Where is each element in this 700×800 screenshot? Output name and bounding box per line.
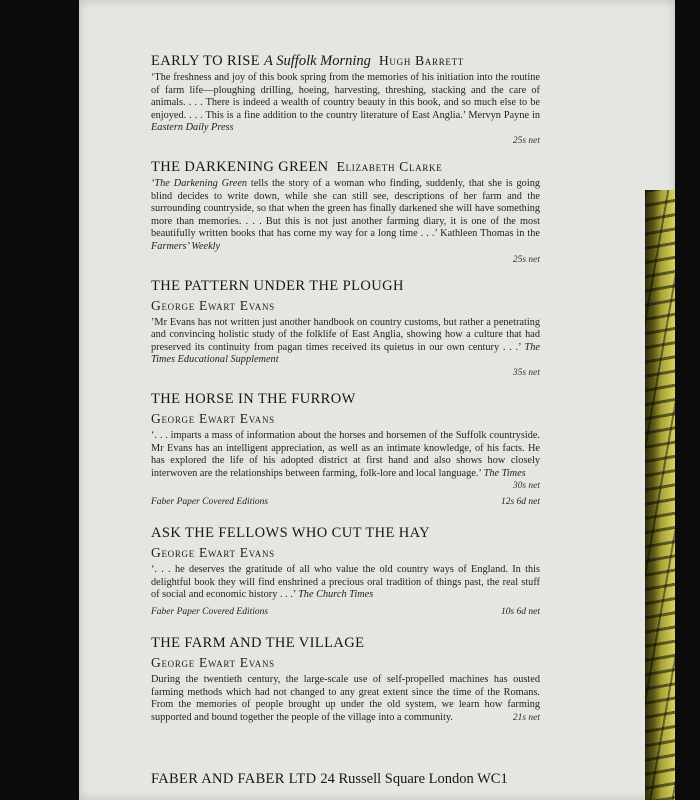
review-source: The Times Educational Supplement	[151, 341, 540, 366]
edition-price: 10s 6d net	[500, 607, 540, 618]
book-entry-darkening-green	[151, 158, 540, 266]
review-quote: ‘The freshness and joy of this book spring from the memories of his initiation into the routine of farm life—ploughing drilling, hoeing, harvesting, threshing, stacking and the care of animals. . . . There is indeed a wealth of country beauty in this book, and so much else to be enjoyed. . . . This is a fine addition to the country literature of East Anglia.’ Mervyn Payne in	[151, 72, 540, 121]
review-source: The Times	[483, 467, 526, 479]
edition-label: Faber Paper Covered Editions	[151, 497, 269, 508]
publisher-address: 24 Russell Square London WC1	[320, 771, 508, 787]
book-author: George Ewart Evans	[151, 410, 275, 426]
book-entry-horse-in-furrow	[151, 390, 540, 508]
publisher-name: FABER AND FABER LTD	[151, 771, 317, 787]
book-entry-pattern-under-plough	[151, 277, 540, 379]
edition-price: 12s 6d net	[500, 497, 540, 508]
review-text	[151, 72, 540, 135]
publisher-footer	[151, 771, 551, 788]
book-price: 25s net	[512, 254, 540, 265]
book-title: THE PATTERN UNDER THE PLOUGH	[151, 277, 404, 294]
book-subtitle: A Suffolk Morning	[264, 53, 371, 69]
author-line	[151, 544, 540, 562]
review-text	[151, 178, 540, 254]
book-title-line	[151, 52, 540, 70]
review-text	[151, 564, 540, 602]
review-quote: ’Mr Evans has not written just another handbook on country customs, but rather a penetrating and convincing holistic study of the folklife of East Anglia, showing how a culture that had preserved its continuity from pagan times received its quietus in our own century . . .’	[151, 316, 540, 353]
book-author: George Ewart Evans	[151, 655, 275, 671]
book-description: During the twentieth century, the large-scale use of self-propelled machines has ousted farming methods which had not changed to any great extent since the time of the Romans. From the memories of people brought up under the old system, we learn how farming supported and bound together the people of the village into a community.	[151, 674, 540, 723]
cover-photo-edge	[645, 190, 675, 800]
author-line	[151, 297, 540, 315]
book-title: THE HORSE IN THE FURROW	[151, 390, 356, 407]
book-author: George Ewart Evans	[151, 545, 275, 561]
review-quote: ‘. . . imparts a mass of information about the horses and horsemen of the Suffolk countryside. Mr Evans has an intelligent appreciation, as well as an intimate knowledge, of his facts. He has explored the life of his adopted district at first hand and also shows how closely interwoven are the relationships between farming, folk-lore and local language.’	[151, 429, 540, 479]
review-quote: ‘. . . he deserves the gratitude of all who value the old country ways of England. In this delightful book they will find enshrined a precious oral tradition of things past, the real stuff of social and economic history . . .’	[151, 564, 540, 601]
book-list	[151, 52, 540, 724]
book-title-line	[151, 158, 540, 176]
review-quote: tells the story of a woman who finding, suddenly, that she is going blind decides to write down, while she can still see, descriptions of her farm and the surrounding countryside, so that when the green has finally darkened she will have something more than memories. . . . But this is not just another farming diary, it is one of the most beautifully written books that has come my way for a long time . . .’ Kathleen Thomas in the	[151, 177, 540, 240]
book-price: 21s net	[512, 713, 540, 724]
book-price: 25s net	[512, 135, 540, 146]
book-author: George Ewart Evans	[151, 297, 275, 313]
review-source: The Church Times	[298, 589, 374, 601]
edition-row	[151, 606, 540, 618]
review-source: Farmers’ Weekly	[151, 240, 221, 252]
edition-label: Faber Paper Covered Editions	[151, 607, 269, 618]
book-title: THE FARM AND THE VILLAGE	[151, 635, 365, 652]
author-line	[151, 654, 540, 672]
book-price: 30s net	[512, 481, 540, 492]
edition-row	[151, 496, 540, 508]
book-entry-early-to-rise	[151, 52, 540, 147]
book-entry-farm-and-village	[151, 634, 540, 724]
review-text	[151, 317, 540, 367]
book-author: Elizabeth Clarke	[336, 158, 443, 174]
book-title: ASK THE FELLOWS WHO CUT THE HAY	[151, 525, 431, 542]
book-author: Hugh Barrett	[378, 53, 465, 68]
review-source: Eastern Daily Press	[151, 122, 234, 134]
book-title: THE DARKENING GREEN	[151, 158, 329, 175]
review-opening: ‘The Darkening Green	[151, 177, 248, 189]
book-back-cover	[79, 0, 675, 800]
book-entry-ask-the-fellows	[151, 524, 540, 618]
book-title: EARLY TO RISE	[151, 53, 261, 69]
author-line	[151, 410, 540, 428]
book-price: 35s net	[512, 367, 540, 378]
review-text	[151, 430, 540, 480]
